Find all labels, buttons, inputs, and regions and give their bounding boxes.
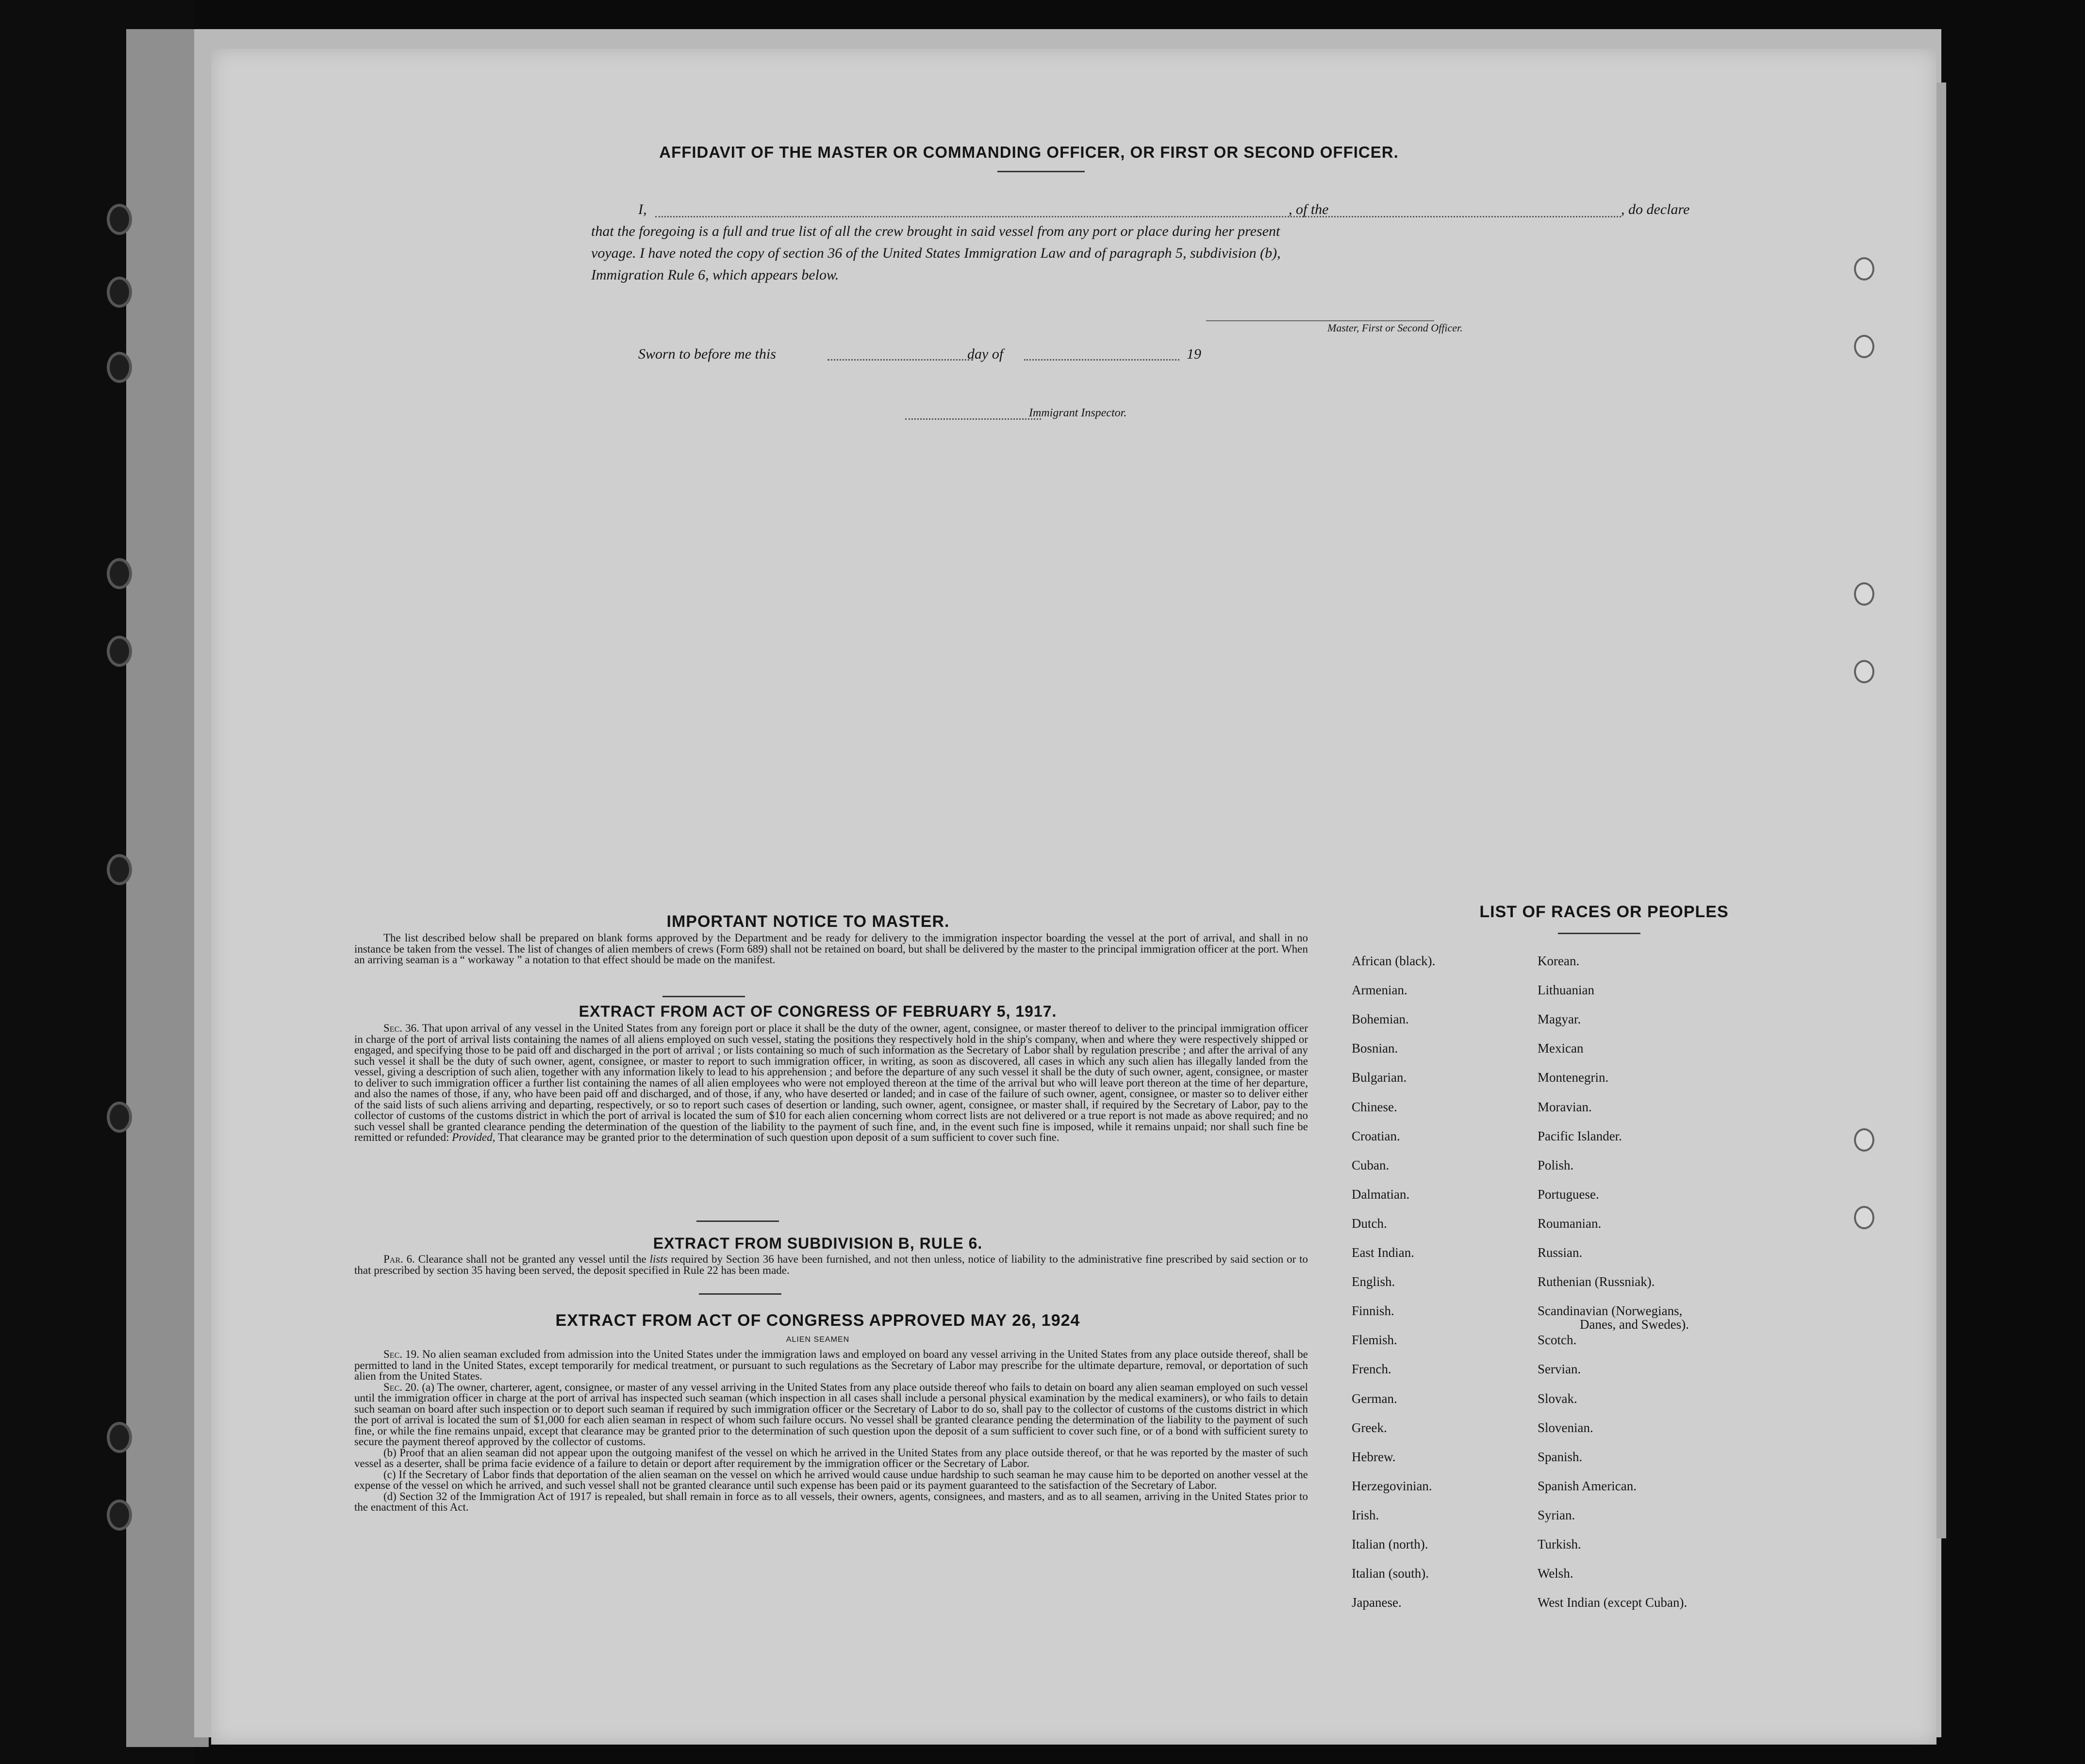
race-item: Syrian. xyxy=(1538,1507,1575,1522)
race-item: German. xyxy=(1352,1391,1397,1406)
sec19-label: Sec. 19. xyxy=(383,1348,419,1360)
race-item: Moravian. xyxy=(1538,1099,1592,1114)
rule6-body-b: required by Section 36 have been furnished, and not then unless, notice of liability to the administrative fine prescribed by said section or to that prescribed by section 35 having been served, the deposit specified in Rule 22 has been made. xyxy=(354,1253,1308,1276)
notice-text: The list described below shall be prepared on blank forms approved by the Department and be ready for delivery to the immigration inspector boarding the vessel at the port of arrival, and shall in no instance be taken from the vessel. The list of changes of alien members of crews (Form 689) shall not be retained on board, but shall be delivered by the master to the principal immigration officer at the port. When an arriving seaman is a “ workaway ” a notation to that effect should be made on the manifest. xyxy=(354,932,1308,966)
race-item: Turkish. xyxy=(1538,1537,1581,1551)
affidavit-declare: , do declare xyxy=(1621,201,1690,217)
sec20-b: (b) Proof that an alien seaman did not appear upon the outgoing manifest of the vessel on which he arrived in the United States from any place outside thereof, or that he was reported by the master of such vessel as a deserter, shall be prima facie evidence of a failure to detain or deport after requirement by the immigration officer or the Secretary of Labor. xyxy=(354,1446,1308,1469)
affidavit-line3: voyage. I have noted the copy of section 36 of the United States Immigration Law and of paragraph 5, subdivision (b), xyxy=(591,245,1281,261)
race-item: Flemish. xyxy=(1352,1333,1397,1348)
binder-hole xyxy=(107,1500,132,1531)
notice-title: IMPORTANT NOTICE TO MASTER. xyxy=(666,912,950,931)
sec20-c: (c) If the Secretary of Labor finds that deportation of the alien seaman on the vessel on which he arrived would cause undue hardship to such seaman he may cause him to be deported on another vessel at the expense of the vessel on which he arrived, and such vessel shall not be granted clearance until such expense has been paid or its payment guaranteed to the satisfaction of the Secretary of Labor. xyxy=(354,1468,1308,1491)
extract-1917-body: That upon arrival of any vessel in the United States from any foreign port or place it shall be the duty of the owner, agent, consignee, or master thereof to deliver to the principal immigration officer in charge of the port of arrival lists containing the names of all aliens employed on such vessel, stating the positions they respectively hold in the ship's company, when and where they were respectively shipped or engaged, and specifying those to be paid off and discharged in the port of arrival ; or lists containing so much of such information as the Secretary of Labor shall by regulation prescribe ; and after the arrival of any such vessel it shall be the duty of such owner, agent, consignee, or master to report to such immigration officer, in writing, as soon as discovered, all cases in which any such alien has illegally landed from the vessel, giving a description of such alien, together with any information likely to lead to his apprehension ; and before the departure of any such vessel it shall be the duty of such owner, agent, consignee, or master to deliver to such immigration officer a further list containing the names of all alien employees who were not employed thereon at the time of the arrival but who will leave port thereon at the time of her departure, and also the names of those, if any, who have been paid off and discharged, and of those, if any, who have deserted or landed; and in case of the failure of such owner, agent, consignee, or master so to deliver either of the said lists of such aliens arriving and departing, respectively, or so to report such cases of desertion or landing, such owner, agent, consignee, or master shall, if required by the Secretary of Labor, pay to the collector of customs of the customs district in which the port of arrival is located the sum of $10 for each alien concerning whom correct lists are not delivered or a true report is not made as above required; and no such vessel shall be granted clearance pending the determination of the question of the liability to the payment of such fine, and, in the event such fine is imposed, while it remains unpaid; nor shall such fine be remitted or refunded: xyxy=(354,1022,1308,1143)
race-item: Chinese. xyxy=(1352,1099,1397,1114)
sec20-label: Sec. 20. xyxy=(383,1381,419,1393)
punch-hole xyxy=(1854,335,1874,358)
race-item: Irish. xyxy=(1352,1507,1379,1522)
race-item: Montenegrin. xyxy=(1538,1070,1609,1085)
extract-1924-body xyxy=(354,1349,1308,1513)
race-item: Mexican xyxy=(1538,1041,1584,1056)
extract-1917-text xyxy=(354,1023,1308,1143)
sworn-label: Sworn to before me this xyxy=(638,346,776,362)
sec20-paragraph xyxy=(354,1382,1308,1448)
race-item: Armenian. xyxy=(1352,983,1407,998)
signature-line-inspector xyxy=(905,418,1041,420)
race-item: Scandinavian (Norwegians, xyxy=(1538,1303,1683,1319)
sec19-paragraph xyxy=(354,1349,1308,1382)
rule6-lists: lists xyxy=(649,1253,668,1265)
extract-1917-end: That clearance may be granted prior to the determination of such question upon deposit of a sum sufficient to cover such fine. xyxy=(497,1131,1059,1143)
race-item: West Indian (except Cuban). xyxy=(1538,1595,1688,1610)
sec20-text: (a) The owner, charterer, agent, consignee, or master of any vessel arriving in the United States from any place outside thereof who fails to detain on board any alien seaman employed on such vessel until the immigration officer in charge at the port of arrival has inspected such seaman (which inspection in all cases shall include a personal physical examination by the medical examiners), or who fails to detain such seaman on board after such inspection or to deport such seaman if required by such immigration officer or the Secretary of Labor to do so, shall pay to the collector of customs of the customs district in which the port of arrival is located the sum of $1,000 for each alien seaman in respect of whom such failure occurs. No vessel shall be granted clearance pending the determination of the liability to the payment of such fine, or while the fine remains unpaid, except that clearance may be granted prior to the determination of such question upon the deposit of a sum sufficient to cover such fine, or of a bond with sufficient surety to secure the payment thereof approved by the collector of customs. xyxy=(354,1381,1308,1448)
race-item: Hebrew. xyxy=(1352,1449,1396,1464)
race-item: Slovenian. xyxy=(1538,1420,1593,1435)
punch-hole xyxy=(1854,660,1874,683)
race-item: Russian. xyxy=(1538,1245,1583,1260)
affidavit-line2: that the foregoing is a full and true list of all the crew brought in said vessel from any port or place during her present xyxy=(591,223,1280,239)
extract-1917-provided: Provided, xyxy=(452,1131,496,1143)
binder-hole xyxy=(107,558,132,589)
binder-hole xyxy=(107,1422,132,1453)
race-item: Bohemian. xyxy=(1352,1012,1409,1027)
blank-line-vessel xyxy=(1136,216,1621,217)
binder-hole xyxy=(107,1102,132,1133)
race-item: Japanese. xyxy=(1352,1595,1402,1610)
punch-hole xyxy=(1854,1128,1874,1152)
binder-hole xyxy=(107,277,132,308)
rule6-title: EXTRACT FROM SUBDIVISION B, RULE 6. xyxy=(653,1235,983,1252)
binder-hole xyxy=(107,352,132,383)
race-item: English. xyxy=(1352,1274,1395,1289)
affidavit-title: AFFIDAVIT OF THE MASTER OR COMMANDING OFFICER, OR FIRST OR SECOND OFFICER. xyxy=(659,143,1399,161)
race-item: Pacific Islander. xyxy=(1538,1128,1622,1143)
race-item: Dalmatian. xyxy=(1352,1187,1410,1202)
rule6-par: Par. 6. xyxy=(383,1253,415,1265)
race-item: Ruthenian (Russniak). xyxy=(1538,1274,1655,1289)
extract-1924-subtitle: ALIEN SEAMEN xyxy=(786,1335,850,1344)
race-item: Cuban. xyxy=(1352,1157,1390,1172)
punch-hole xyxy=(1854,257,1874,280)
race-item: African (black). xyxy=(1352,954,1436,968)
race-item: Dutch. xyxy=(1352,1216,1387,1231)
binder-hole xyxy=(107,636,132,667)
extract-1917-title: EXTRACT FROM ACT OF CONGRESS OF FEBRUARY 5, 1917. xyxy=(579,1003,1057,1020)
race-item: Slovak. xyxy=(1538,1391,1577,1406)
race-item: French. xyxy=(1352,1362,1391,1377)
inspector-caption: Immigrant Inspector. xyxy=(1029,407,1127,419)
race-item: Croatian. xyxy=(1352,1128,1400,1143)
race-item: Italian (north). xyxy=(1352,1537,1428,1551)
sec20-d: (d) Section 32 of the Immigration Act of 1917 is repealed, but shall remain in force as to all vessels, their owners, agents, consignees, and masters, and as to all seamen, arriving in the United States prior to the enactment of this Act. xyxy=(354,1490,1308,1513)
race-item: Polish. xyxy=(1538,1157,1574,1172)
race-item: Servian. xyxy=(1538,1362,1581,1377)
signature-line-master xyxy=(1206,320,1434,321)
divider xyxy=(699,1293,781,1295)
race-item: Bulgarian. xyxy=(1352,1070,1407,1085)
rule6-text xyxy=(354,1254,1308,1276)
divider xyxy=(696,1220,779,1222)
divider xyxy=(997,171,1085,172)
races-title: LIST OF RACES OR PEOPLES xyxy=(1479,903,1729,921)
blank-line-month xyxy=(1024,359,1179,361)
punch-hole xyxy=(1854,1206,1874,1229)
binder-hole xyxy=(107,204,132,235)
binder-hole xyxy=(107,854,132,885)
affidavit-i: I, xyxy=(638,201,647,217)
race-item: Spanish American. xyxy=(1538,1478,1637,1493)
race-item: Spanish. xyxy=(1538,1449,1583,1464)
sec19-text: No alien seaman excluded from admission into the United States under the immigration laws and employed on board any vessel arriving in the United States from any place outside thereof, shall be permitted to land in the United States, except temporarily for medical treatment, or pursuant to such regulations as the Secretary of Labor may prescribe for the ultimate departure, removal, or deportation of such alien from the United States. xyxy=(354,1348,1308,1382)
document-page xyxy=(211,49,1936,1745)
rule6-body-a: Clearance shall not be granted any vessel until the xyxy=(418,1253,646,1265)
affidavit-of-the: , of the xyxy=(1289,201,1329,217)
race-item: Finnish. xyxy=(1352,1303,1394,1319)
race-item: East Indian. xyxy=(1352,1245,1414,1260)
race-item: Herzegovinian. xyxy=(1352,1478,1432,1493)
race-item: Roumanian. xyxy=(1538,1216,1602,1231)
day-of-label: day of xyxy=(967,346,1004,362)
race-item: Magyar. xyxy=(1538,1012,1581,1027)
race-item: Korean. xyxy=(1538,954,1580,968)
year-label: 19 xyxy=(1187,346,1201,362)
extract-1917-sec: Sec. 36. xyxy=(383,1022,419,1034)
blank-line-day xyxy=(827,359,973,361)
race-item: Italian (south). xyxy=(1352,1566,1429,1581)
affidavit-line4: Immigration Rule 6, which appears below. xyxy=(591,267,839,283)
race-item: Greek. xyxy=(1352,1420,1387,1435)
divider xyxy=(662,996,745,997)
divider xyxy=(1558,933,1640,934)
race-item: Lithuanian xyxy=(1538,983,1594,998)
race-item: Welsh. xyxy=(1538,1566,1573,1581)
race-item-continued: Danes, and Swedes). xyxy=(1580,1317,1689,1332)
race-item: Portuguese. xyxy=(1538,1187,1599,1202)
race-item: Scotch. xyxy=(1538,1333,1577,1348)
punch-hole xyxy=(1854,582,1874,606)
race-item: Bosnian. xyxy=(1352,1041,1398,1056)
extract-1924-title: EXTRACT FROM ACT OF CONGRESS APPROVED MAY 26, 1924 xyxy=(555,1311,1080,1330)
master-caption: Master, First or Second Officer. xyxy=(1327,322,1463,334)
